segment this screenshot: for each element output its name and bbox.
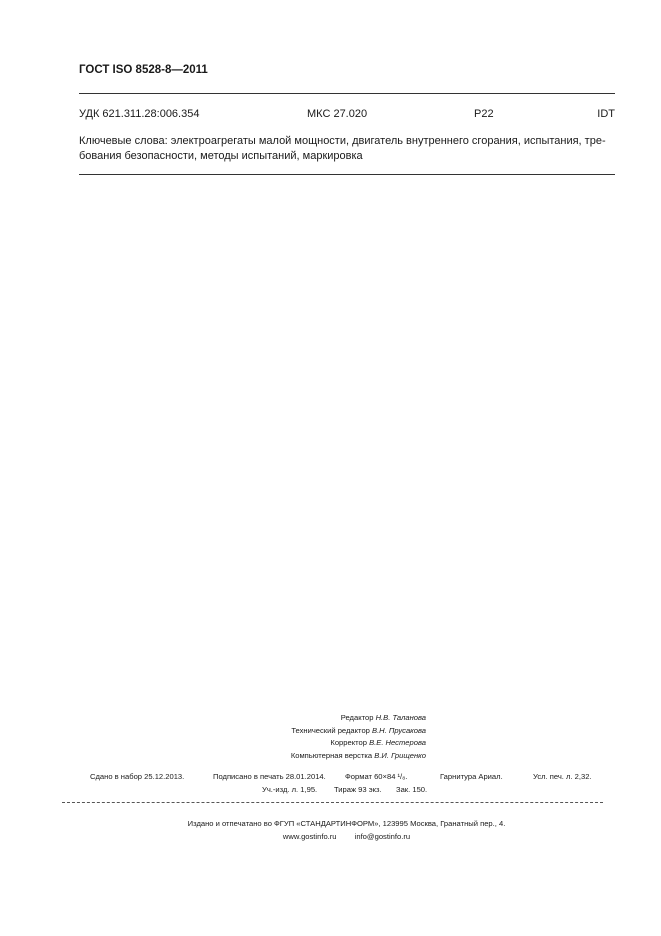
mks-code: МКС 27.020 <box>307 108 368 120</box>
corrector-label: Корректор <box>330 738 370 747</box>
equivalence-code: IDT <box>597 108 615 120</box>
editor-row <box>200 712 426 725</box>
submitted-date: Сдано в набор 25.12.2013. <box>90 772 185 781</box>
typeface: Гарнитура Ариал. <box>440 772 503 781</box>
publisher-contacts <box>80 831 613 844</box>
bottom-rule <box>79 174 615 175</box>
group-code: Р22 <box>474 108 494 120</box>
print-info <box>90 771 616 796</box>
paper-format: Формат 60×84 ¹/₈. <box>345 772 408 781</box>
layout-label: Компьютерная верстка <box>290 750 375 760</box>
publisher-info <box>80 818 613 843</box>
keywords-line-1: Ключевые слова: электроагрегаты малой мощности, двигатель внутреннего сгорания, испытания, тре- <box>79 135 606 147</box>
tech-editor-label: Технический редактор <box>291 725 372 735</box>
editorial-staff <box>200 712 426 762</box>
signed-date: Подписано в печать 28.01.2014. <box>213 772 326 781</box>
print-info-row-2 <box>90 784 616 797</box>
print-sheets: Усл. печ. л. 2,32. <box>533 772 592 781</box>
order-number: Зак. 150. <box>396 784 428 794</box>
classification-codes <box>79 108 615 122</box>
print-info-row-1 <box>90 771 616 784</box>
layout-name: В.И. Грищенко <box>374 750 426 760</box>
standard-id: ГОСТ ISO 8528-8—2011 <box>79 64 208 76</box>
editor-name: Н.В. Таланова <box>375 713 426 722</box>
top-rule <box>79 93 615 94</box>
dashed-divider <box>62 802 603 803</box>
corrector-row <box>200 737 426 750</box>
layout-row <box>200 750 426 763</box>
keywords-line-2: бования безопасности, методы испытаний, маркировка <box>79 150 363 162</box>
corrector-name: В.Е. Нестерова <box>369 738 426 747</box>
tech-editor-row <box>200 725 426 738</box>
circulation: Тираж 93 экз. <box>334 784 382 794</box>
publishing-sheets: Уч.-изд. л. 1,95. <box>262 784 318 794</box>
tech-editor-name: В.Н. Прусакова <box>372 725 426 735</box>
publisher-email[interactable]: info@gostinfo.ru <box>354 831 411 841</box>
keywords <box>79 134 619 164</box>
udk-code: УДК 621.311.28:006.354 <box>79 108 200 120</box>
publisher-website[interactable]: www.gostinfo.ru <box>282 831 337 841</box>
editor-label: Редактор <box>340 713 376 722</box>
publisher-line: Издано и отпечатано во ФГУП «СТАНДАРТИНФОРМ», 123995 Москва, Гранатный пер., 4. <box>187 819 506 828</box>
